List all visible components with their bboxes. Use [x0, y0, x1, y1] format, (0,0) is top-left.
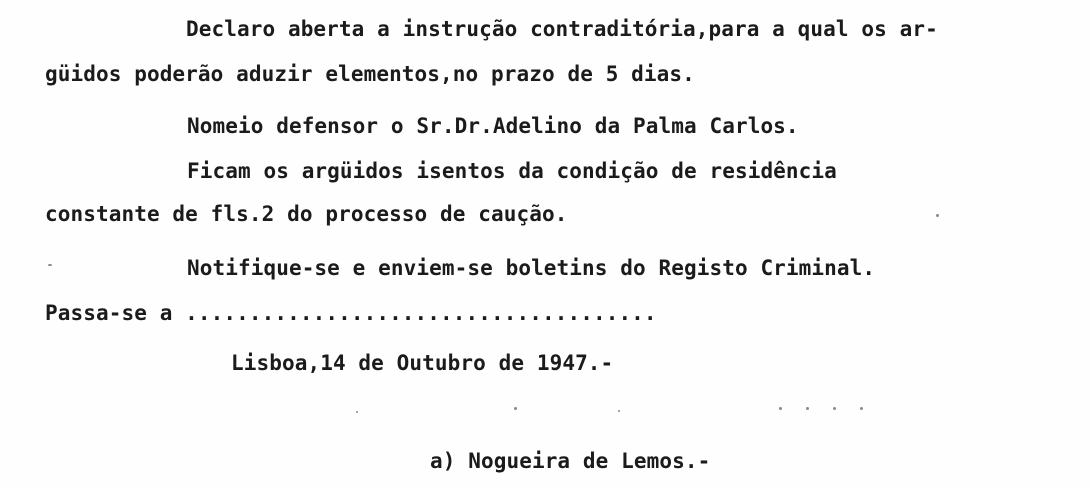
text-line-6: Notifique-se e enviem-se boletins do Registo Criminal. — [187, 256, 876, 280]
scan-speck — [618, 410, 620, 412]
text-line-4: Ficam os argüidos isentos da condição de residência — [187, 159, 837, 183]
scan-speck — [48, 264, 52, 266]
text-line-3: Nomeio defensor o Sr.Dr.Adelino da Palma Carlos. — [187, 114, 799, 138]
scan-speck — [514, 407, 517, 410]
text-line-1: Declaro aberta a instrução contraditória,para a qual os ar- — [186, 17, 938, 41]
text-line-2: güidos poderão aduzir elementos,no prazo de 5 dias. — [45, 62, 695, 86]
scan-speck — [860, 407, 863, 410]
signature-line: a) Nogueira de Lemos.- — [430, 449, 711, 473]
text-line-7: Passa-se a ..................................... — [45, 301, 657, 325]
text-line-5: constante de fls.2 do processo de caução. — [45, 202, 568, 226]
scan-speck — [936, 214, 939, 217]
scan-speck — [833, 407, 836, 410]
date-line: Lisboa,14 de Outubro de 1947.- — [231, 351, 614, 375]
scan-speck — [806, 407, 809, 410]
scan-speck — [356, 411, 358, 413]
scan-speck — [779, 407, 782, 410]
